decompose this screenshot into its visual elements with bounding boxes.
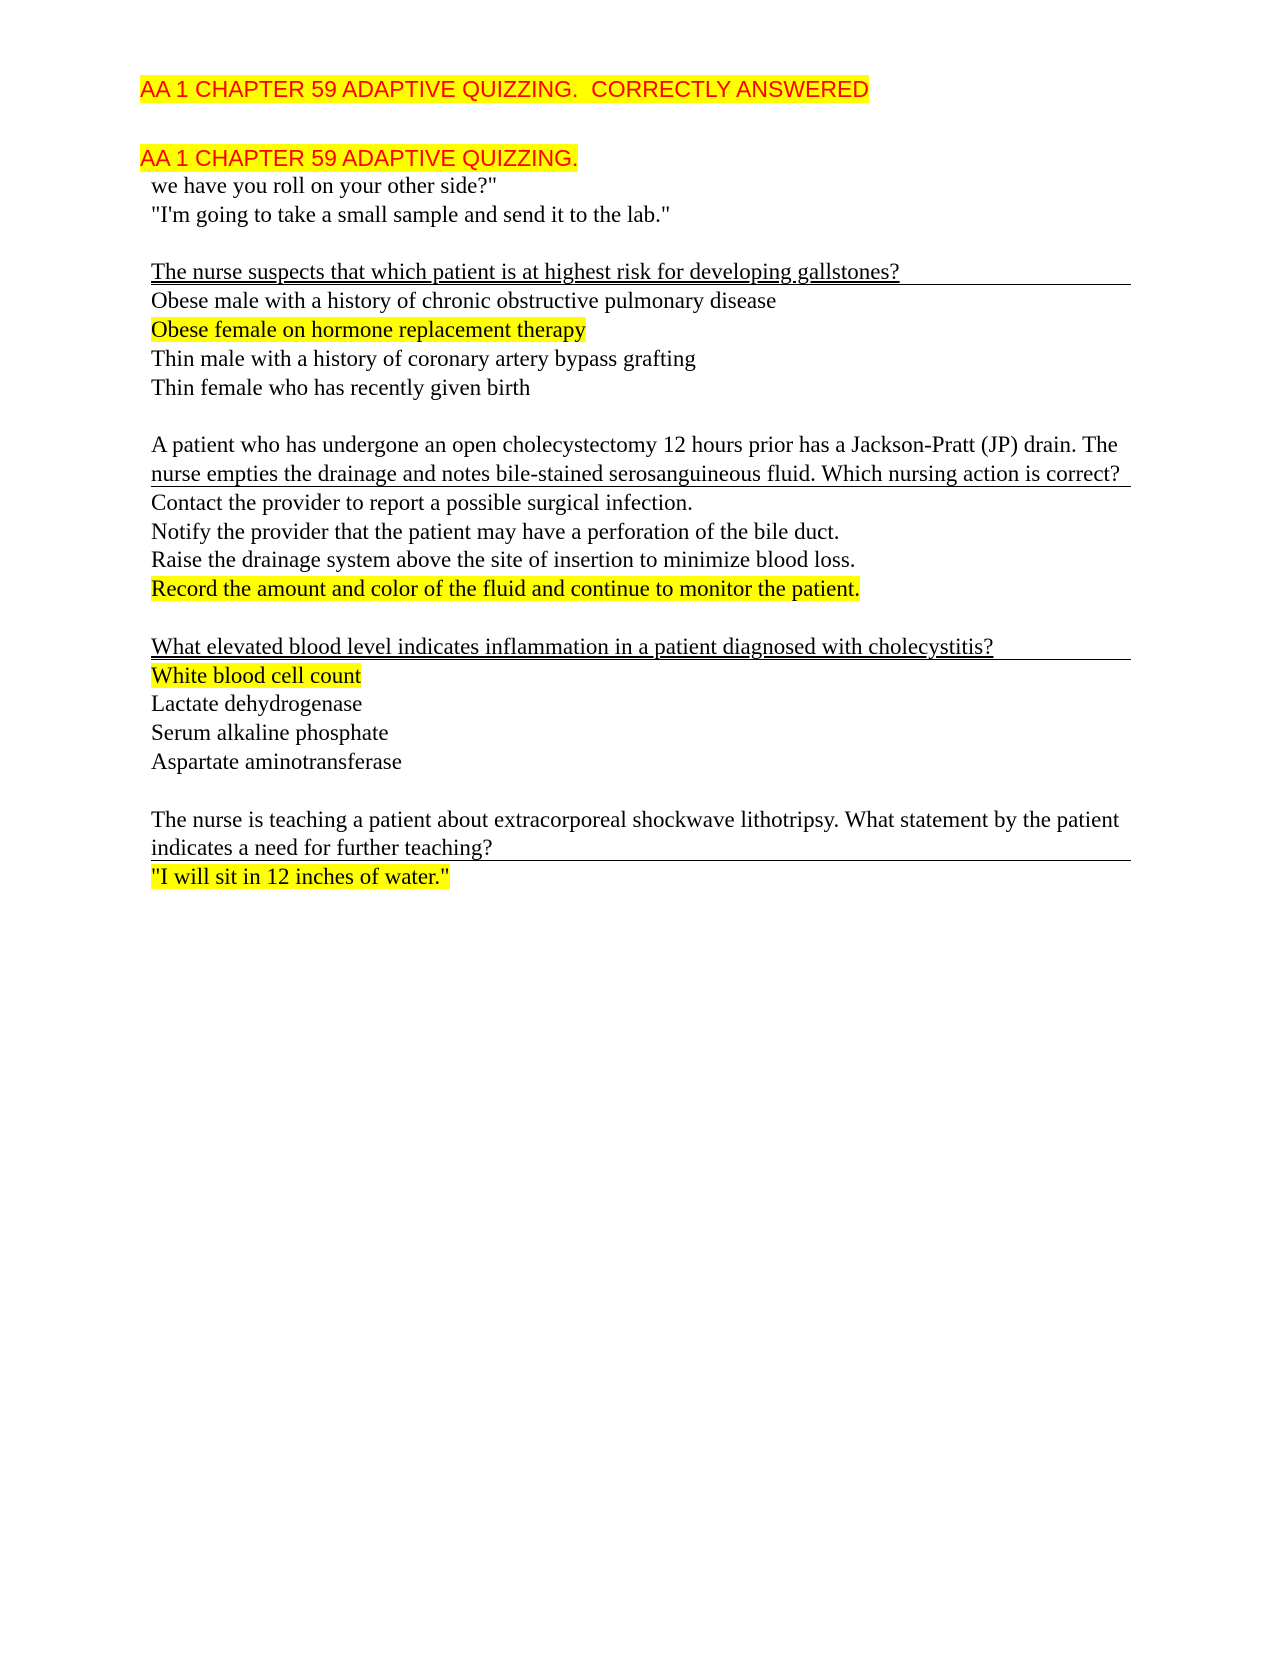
answer-option: Contact the provider to report a possible surgical infection. xyxy=(151,489,693,515)
underline-rule xyxy=(151,486,1131,487)
underline-rule xyxy=(151,860,1131,861)
spacer xyxy=(151,777,1131,806)
question-block xyxy=(151,258,1131,287)
document-body xyxy=(151,172,1131,892)
correct-answer-highlight: Obese female on hormone replacement therapy xyxy=(151,316,586,342)
answer-option: Serum alkaline phosphate xyxy=(151,720,389,746)
document-title: AA 1 CHAPTER 59 ADAPTIVE QUIZZING. CORRECTLY ANSWERED xyxy=(140,76,869,102)
question-text: What elevated blood level indicates inflammation in a patient diagnosed with cholecystitis? xyxy=(151,633,994,659)
document-subtitle: AA 1 CHAPTER 59 ADAPTIVE QUIZZING. xyxy=(140,145,579,171)
answer-option-correct xyxy=(151,662,1131,691)
question-block xyxy=(151,806,1131,864)
answer-option: Raise the drainage system above the site of insertion to minimize blood loss. xyxy=(151,547,856,573)
underline-rule xyxy=(151,659,1131,660)
intro-line: we have you roll on your other side?" xyxy=(151,173,497,198)
answer-option: Thin male with a history of coronary artery bypass grafting xyxy=(151,345,696,371)
answer-option: Thin female who has recently given birth xyxy=(151,374,531,400)
question-block xyxy=(151,633,1131,662)
answer-option: Obese male with a history of chronic obstructive pulmonary disease xyxy=(151,288,777,314)
spacer xyxy=(151,402,1131,431)
correct-answer-highlight: White blood cell count xyxy=(151,662,362,688)
underline-rule xyxy=(151,284,1131,285)
question-text: The nurse is teaching a patient about extracorporeal shockwave lithotripsy. What statement by the patient indicates a need for further teaching? xyxy=(151,806,1120,861)
answer-option-correct xyxy=(151,863,1131,892)
spacer xyxy=(151,604,1131,633)
answer-option: Notify the provider that the patient may have a perforation of the bile duct. xyxy=(151,518,840,544)
answer-option-correct xyxy=(151,575,1131,604)
spacer xyxy=(151,230,1131,259)
correct-answer-highlight: Record the amount and color of the fluid and continue to monitor the patient. xyxy=(151,576,860,602)
question-text: A patient who has undergone an open cholecystectomy 12 hours prior has a Jackson-Pratt (JP) drain. The nurse empties the drainage and notes bile-stained serosanguineous fluid. Which nursing action is correct? xyxy=(151,432,1121,486)
answer-option-correct xyxy=(151,316,1131,345)
question-text: The nurse suspects that which patient is at highest risk for developing gallstones? xyxy=(151,259,900,285)
answer-option: Lactate dehydrogenase xyxy=(151,691,363,717)
intro-line: "I'm going to take a small sample and send it to the lab." xyxy=(151,201,671,227)
question-block xyxy=(151,431,1131,489)
answer-option: Aspartate aminotransferase xyxy=(151,748,402,774)
correct-answer-highlight: "I will sit in 12 inches of water." xyxy=(151,864,450,890)
